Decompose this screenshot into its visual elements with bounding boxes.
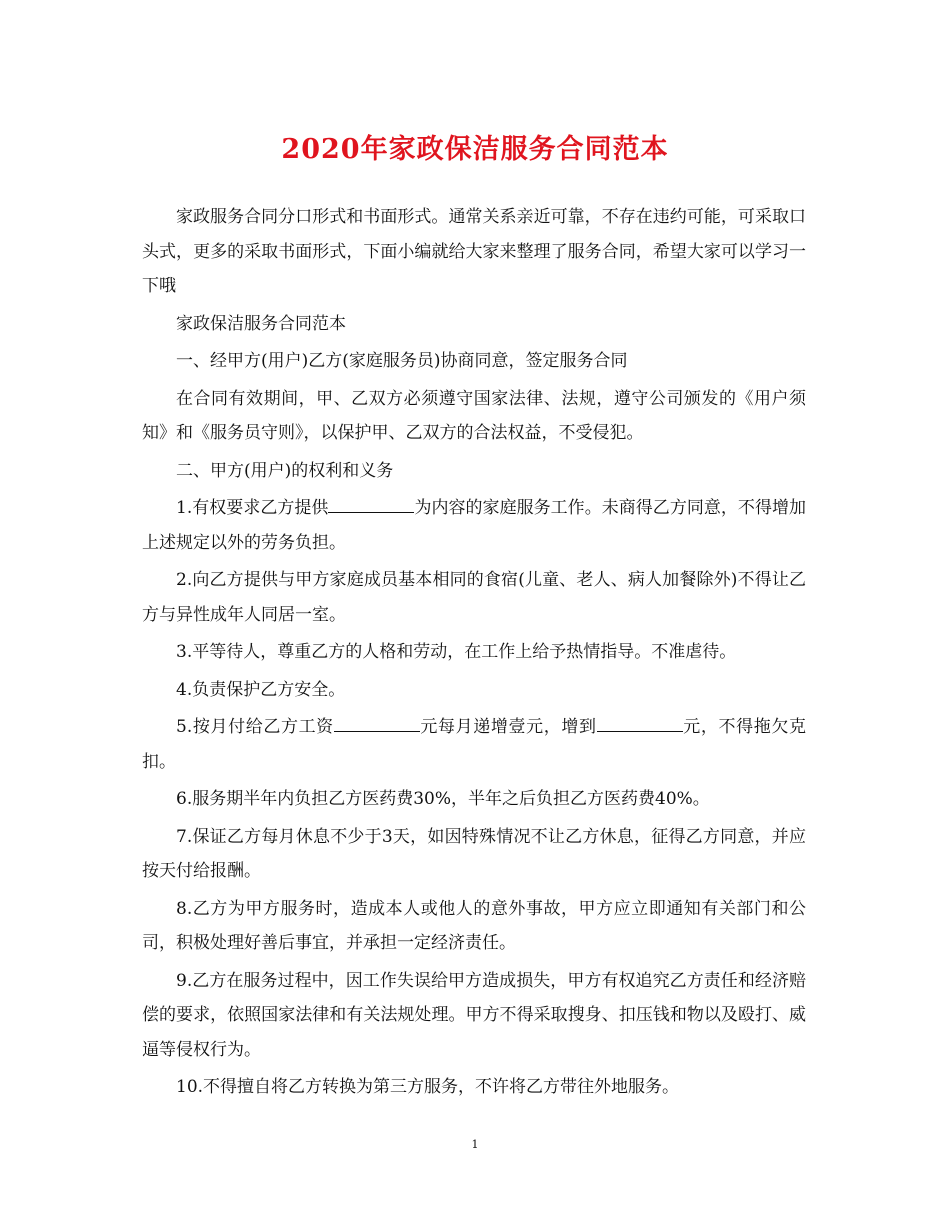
item-1-after: 为内容的家庭服务工作。未商得乙方同意，不得增加上述规定以外的劳务负担。 [142, 498, 806, 553]
clause-one-heading: 一、经甲方(用户)乙方(家庭服务员)协商同意，签定服务合同 [176, 351, 628, 371]
section-heading: 家政保洁服务合同范本 [176, 313, 346, 334]
item-7: 7.保证乙方每月休息不少于3天，如因特殊情况不让乙方休息，征得乙方同意，并应按天付给报酬。 [142, 826, 806, 881]
item-1 [142, 491, 806, 560]
clause-one-text: 在合同有效期间，甲、乙双方必须遵守国家法律、法规，遵守公司颁发的《用户须知》和《服务员守则》，以保护甲、乙双方的合法权益，不受侵犯。 [142, 388, 806, 443]
fill-blank [597, 713, 683, 732]
item-5-middle: 元每月递增壹元，增到 [419, 717, 597, 737]
item-5 [142, 710, 806, 779]
document-title: 2020年家政保洁服务合同范本 [281, 134, 669, 165]
item-9: 9.乙方在服务过程中，因工作失误给甲方造成损失，甲方有权追究乙方责任和经济赔偿的要求，依照国家法律和有关法规处理。甲方不得采取搜身、扣压钱和物以及殴打、威逼等侵权行为。 [142, 970, 806, 1060]
intro-paragraph: 家政服务合同分口形式和书面形式。通常关系亲近可靠，不存在违约可能，可采取口头式，更多的采取书面形式，下面小编就给大家来整理了服务合同，希望大家可以学习一下哦 [142, 207, 806, 296]
page-number: 1 [471, 1138, 479, 1151]
item-3: 3.平等待人，尊重乙方的人格和劳动，在工作上给予热情指导。不准虐待。 [176, 642, 737, 662]
item-5-after: 元，不得拖欠克扣。 [142, 717, 807, 772]
item-1-before: 1.有权要求乙方提供 [176, 498, 329, 518]
item-4: 4.负责保护乙方安全。 [176, 679, 346, 700]
fill-blank [328, 494, 414, 513]
fill-blank [334, 713, 420, 732]
document-body [142, 200, 806, 1108]
item-8: 8.乙方为甲方服务时，造成本人或他人的意外事故，甲方应立即通知有关部门和公司，积极处理好善后事宜，并承担一定经济责任。 [142, 898, 806, 953]
item-6: 6.服务期半年内负担乙方医药费30%，半年之后负担乙方医药费40%。 [176, 789, 710, 809]
item-2: 2.向乙方提供与甲方家庭成员基本相同的食宿(儿童、老人、病人加餐除外)不得让乙方与异性成年人同居一室。 [142, 570, 806, 625]
item-5-before: 5.按月付给乙方工资 [176, 717, 334, 737]
item-10: 10.不得擅自将乙方转换为第三方服务，不许将乙方带往外地服务。 [176, 1077, 680, 1097]
clause-two-heading: 二、甲方(用户)的权利和义务 [176, 460, 394, 481]
